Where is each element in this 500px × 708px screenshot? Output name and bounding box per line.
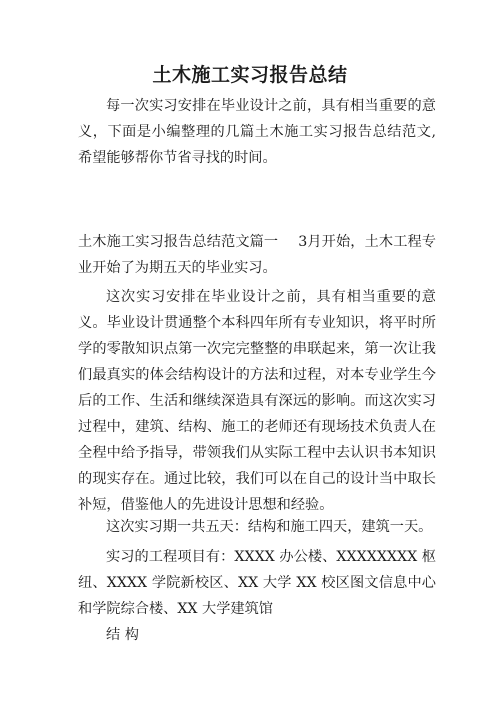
body-paragraph-5: 结 构 <box>106 627 139 643</box>
intro-paragraph: 每一次实习安排在毕业设计之前，具有相当重要的意义，下面是小编整理的几篇土木施工实习报告总结范文,希望能够帮你节省寻找的时间。 <box>78 98 436 166</box>
body-paragraph-2: 这次实习安排在毕业设计之前，具有相当重要的意义。毕业设计贯通整个本科四年所有专业知识，将平时所学的零散知识点第一次完完整整的串联起来，第一次让我们最真实的体会结构设计的方法和过程，对本专业学生今后的工作、生活和继续深造具有深远的影响。而这次实习过程中，建筑、结构、施工的老师还有现场技术负责人在全程中给予指导，带领我们从实际工程中去认识书本知识的现实存在。通过比较，我们可以在自己的设计当中取长补短，借鉴他人的先进设计思想和经验。 <box>78 289 436 513</box>
section-first-line: 3月开始，土木工程专业开始了为期五天的毕业实习。 <box>78 234 436 276</box>
body-paragraph-3: 这次实习期一共五天：结构和施工四天，建筑一天。 <box>106 519 433 535</box>
document-title: 土木施工实习报告总结 <box>152 64 348 86</box>
section-heading: 土木施工实习报告总结范文篇一 <box>78 234 279 250</box>
section-first-paragraph <box>78 229 436 281</box>
body-paragraph-4: 实习的工程项目有：XXXX 办公楼、XXXXXXXX 枢纽、XXXX 学院新校区、XX 大学 XX 校区图文信息中心和学院综合楼、XX 大学建筑馆 <box>78 549 436 617</box>
